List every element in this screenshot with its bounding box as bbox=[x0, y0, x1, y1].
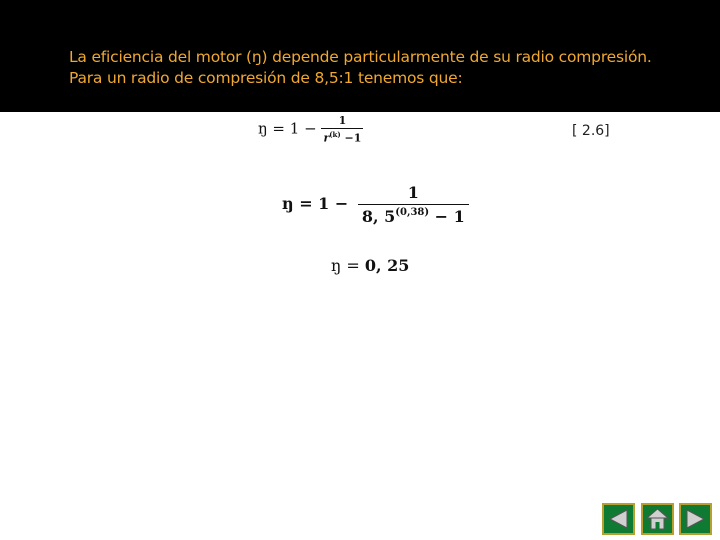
denominator-exponent: (k) bbox=[329, 130, 341, 139]
fraction-denominator bbox=[358, 204, 469, 226]
previous-slide-button[interactable] bbox=[602, 503, 635, 535]
efficiency-result bbox=[331, 256, 409, 275]
fraction-numerator: 1 bbox=[407, 183, 419, 202]
formula-fraction bbox=[358, 183, 469, 226]
denominator-tail: − 1 bbox=[429, 207, 465, 226]
slide-title bbox=[69, 47, 709, 89]
title-bar bbox=[0, 0, 720, 112]
denominator-exponent: (0,38) bbox=[395, 207, 430, 218]
denominator-base: r bbox=[323, 131, 330, 145]
equation-reference: [ 2.6] bbox=[572, 123, 610, 139]
result-value: 0, 25 bbox=[364, 256, 410, 275]
fraction-denominator bbox=[321, 128, 363, 145]
formula-lhs: ŋ = 1 − bbox=[282, 194, 349, 213]
result-lhs: ŋ = bbox=[331, 256, 360, 275]
efficiency-substitution bbox=[282, 183, 469, 226]
efficiency-formula bbox=[258, 114, 363, 145]
title-line-1: La eficiencia del motor (ŋ) depende particularmente de su radio compresión. bbox=[69, 48, 652, 66]
triangle-left-icon bbox=[604, 505, 633, 533]
denominator-base: 8, 5 bbox=[361, 207, 396, 226]
home-slide-button[interactable] bbox=[641, 503, 674, 535]
home-icon bbox=[643, 505, 672, 533]
next-slide-button[interactable] bbox=[679, 503, 712, 535]
formula-lhs: ŋ = 1 − bbox=[258, 119, 317, 138]
title-line-2: Para un radio de compresión de 8,5:1 tenemos que: bbox=[69, 69, 463, 87]
denominator-tail: −1 bbox=[340, 131, 362, 145]
formula-fraction bbox=[321, 114, 363, 145]
fraction-numerator: 1 bbox=[338, 114, 347, 127]
triangle-right-icon bbox=[681, 505, 710, 533]
